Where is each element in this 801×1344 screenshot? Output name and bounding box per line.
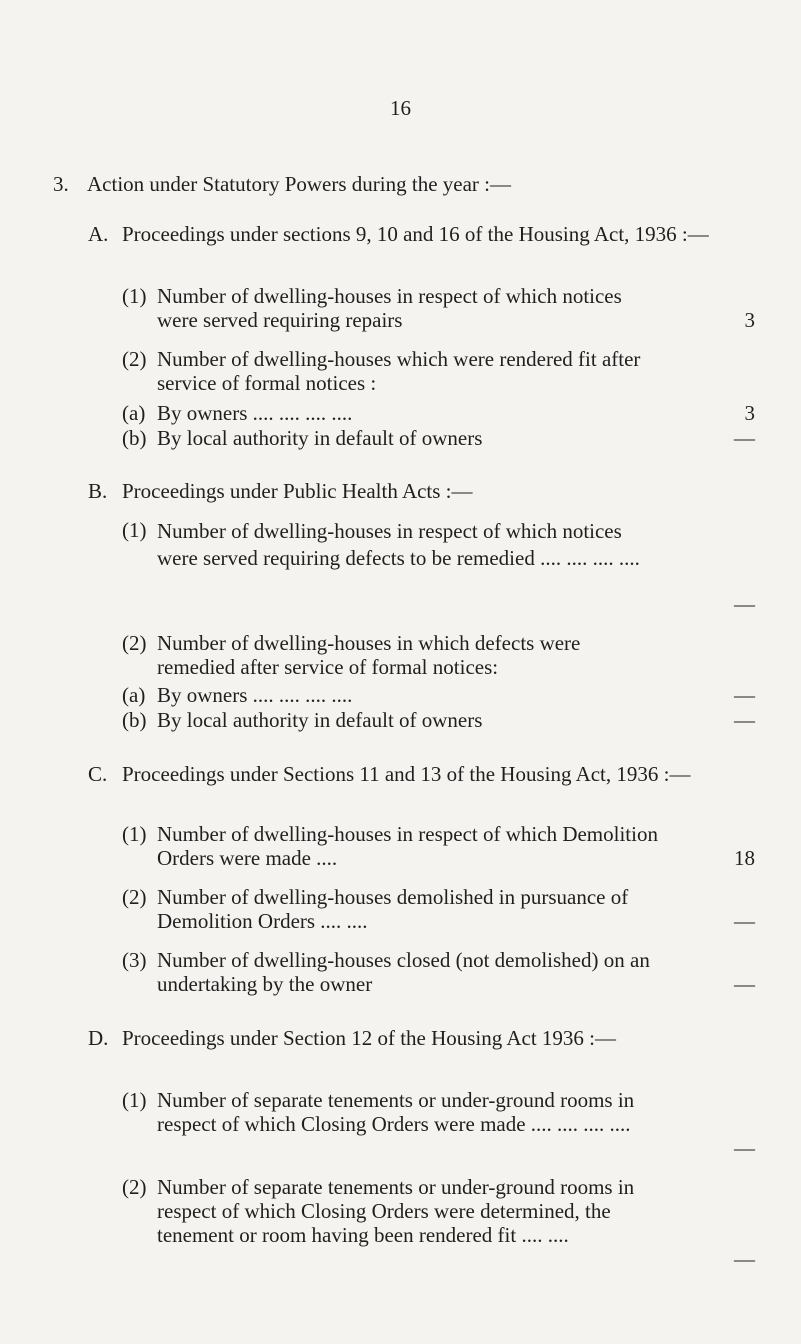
sub-item-text: By owners .... .... .... .... xyxy=(157,683,353,707)
item-number: (3) xyxy=(122,948,147,972)
sub-item-letter: (b) xyxy=(122,708,147,732)
sub-item-text: By local authority in default of owners xyxy=(157,426,483,450)
section-title: Proceedings under sections 9, 10 and 16 of the Housing Act, 1936 :— xyxy=(122,222,709,246)
item-text: Number of separate tenements or under-ground rooms in respect of which Closing Orders were determined, the tenement or room having been rendered fit .... .... xyxy=(157,1175,635,1247)
report-heading xyxy=(53,172,511,197)
item-value: — xyxy=(734,1136,755,1160)
item-text: Number of dwelling-houses in which defects were remedied after service of formal notices: xyxy=(157,631,581,679)
item-text: Number of dwelling-houses in respect of which Demolition Orders were made .... xyxy=(157,822,658,870)
section-letter: A. xyxy=(88,222,109,246)
section-title: Proceedings under Sections 11 and 13 of the Housing Act, 1936 :— xyxy=(122,762,691,786)
item-text: Number of dwelling-houses demolished in pursuance of Demolition Orders .... .... xyxy=(157,885,629,933)
item-number: (1) xyxy=(122,518,147,542)
item-value: — xyxy=(734,708,755,732)
item-text: Number of dwelling-houses closed (not demolished) on an undertaking by the owner xyxy=(157,948,650,996)
item-value: — xyxy=(734,683,755,707)
item-value: 3 xyxy=(744,401,755,425)
heading-number: 3. xyxy=(53,172,69,196)
item-text: Number of separate tenements or under-ground rooms in respect of which Closing Orders were made .... .... .... .... xyxy=(157,1088,635,1136)
item-value: — xyxy=(734,426,755,450)
item-number: (1) xyxy=(122,284,147,308)
item-value: — xyxy=(734,592,755,616)
page-number: 16 xyxy=(390,96,411,120)
item-number: (1) xyxy=(122,822,147,846)
item-value: 3 xyxy=(744,308,755,332)
item-value: — xyxy=(734,972,755,996)
item-number: (1) xyxy=(122,1088,147,1112)
heading-title: Action under Statutory Powers during the year :— xyxy=(87,172,511,196)
sub-item-text: By owners .... .... .... .... xyxy=(157,401,353,425)
item-text: Number of dwelling-houses which were rendered fit after service of formal notices : xyxy=(157,347,641,395)
section-title: Proceedings under Public Health Acts :— xyxy=(122,479,473,503)
item-number: (2) xyxy=(122,885,147,909)
sub-item-text: By local authority in default of owners xyxy=(157,708,483,732)
sub-item-letter: (a) xyxy=(122,401,146,425)
item-value: — xyxy=(734,1247,755,1271)
section-letter: B. xyxy=(88,479,108,503)
section-title: Proceedings under Section 12 of the Housing Act 1936 :— xyxy=(122,1026,617,1050)
sub-item-letter: (b) xyxy=(122,426,147,450)
item-number: (2) xyxy=(122,631,147,655)
item-value: 18 xyxy=(734,846,755,870)
item-text: Number of dwelling-houses in respect of which notices were served requiring repairs xyxy=(157,284,622,332)
item-value: — xyxy=(734,909,755,933)
item-number: (2) xyxy=(122,347,147,371)
item-number: (2) xyxy=(122,1175,147,1199)
section-letter: C. xyxy=(88,762,108,786)
item-text: Number of dwelling-houses in respect of which notices were served requiring defects to be remedied .... .... .... .... xyxy=(157,519,640,570)
sub-item-letter: (a) xyxy=(122,683,146,707)
section-letter: D. xyxy=(88,1026,109,1050)
